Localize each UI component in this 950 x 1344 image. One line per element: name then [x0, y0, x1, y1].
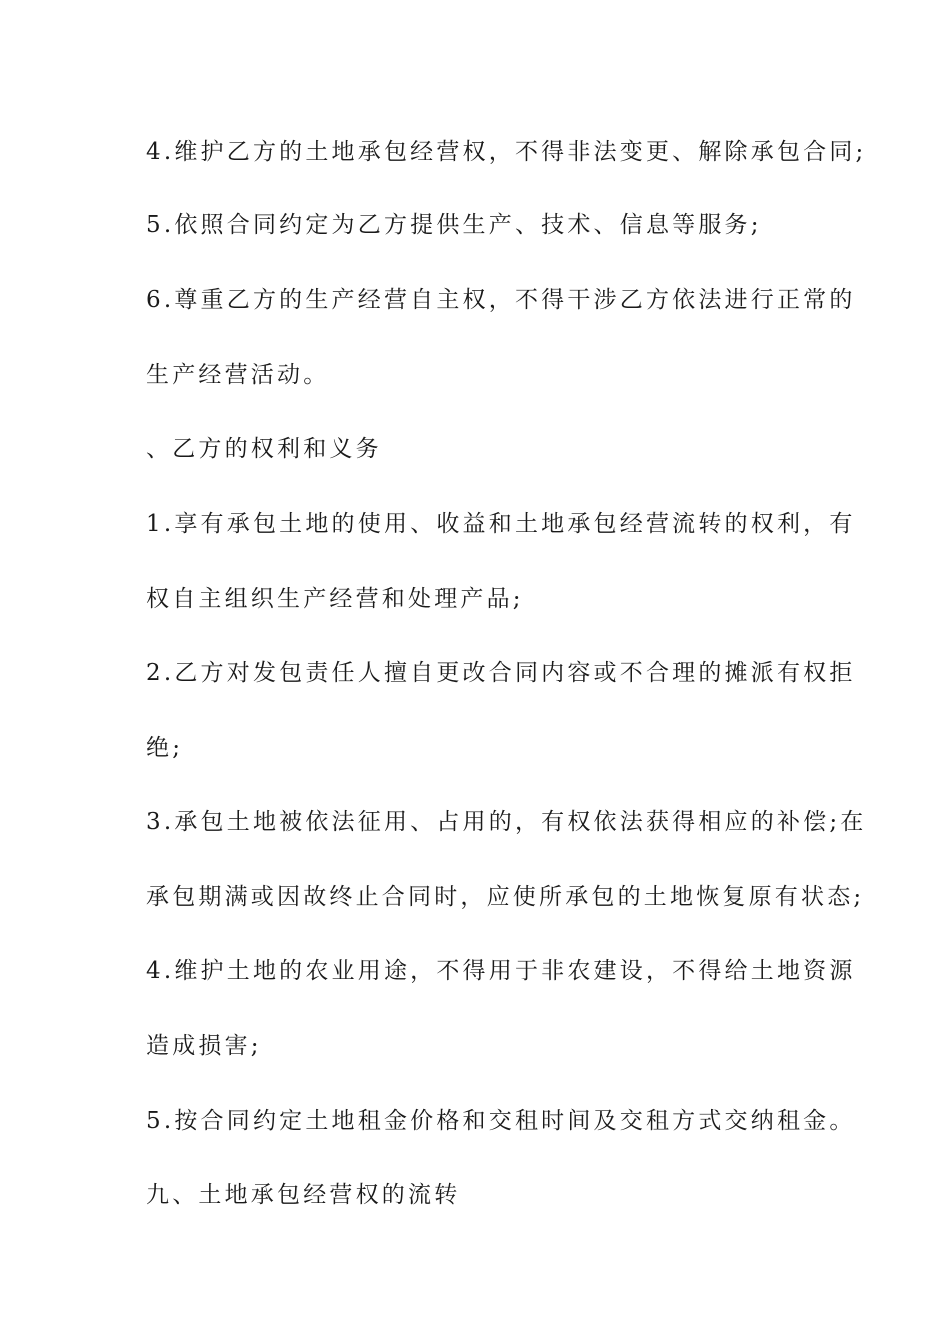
section-heading: 九、土地承包经营权的流转 — [146, 1182, 461, 1208]
paragraph-line: 权自主组织生产经营和处理产品; — [146, 586, 524, 612]
paragraph-line: 4.维护乙方的土地承包经营权，不得非法变更、解除承包合同; — [146, 139, 867, 165]
paragraph-line: 绝; — [146, 735, 184, 761]
paragraph-line: 4.维护土地的农业用途，不得用于非农建设，不得给土地资源 — [146, 958, 856, 984]
section-heading: 、乙方的权利和义务 — [146, 436, 382, 462]
paragraph-line: 2.乙方对发包责任人擅自更改合同内容或不合理的摊派有权拒 — [146, 660, 856, 686]
paragraph-line: 1.享有承包土地的使用、收益和土地承包经营流转的权利，有 — [146, 511, 856, 537]
paragraph-line: 生产经营活动。 — [146, 362, 330, 388]
paragraph-line: 5.依照合同约定为乙方提供生产、技术、信息等服务; — [146, 212, 762, 238]
paragraph-line: 承包期满或因故终止合同时，应使所承包的土地恢复原有状态; — [146, 884, 865, 910]
paragraph-line: 3.承包土地被依法征用、占用的，有权依法获得相应的补偿;在 — [146, 809, 867, 835]
paragraph-line: 5.按合同约定土地租金价格和交租时间及交租方式交纳租金。 — [146, 1108, 856, 1134]
paragraph-line: 造成损害; — [146, 1033, 262, 1059]
paragraph-line: 6.尊重乙方的生产经营自主权，不得干涉乙方依法进行正常的 — [146, 287, 856, 313]
